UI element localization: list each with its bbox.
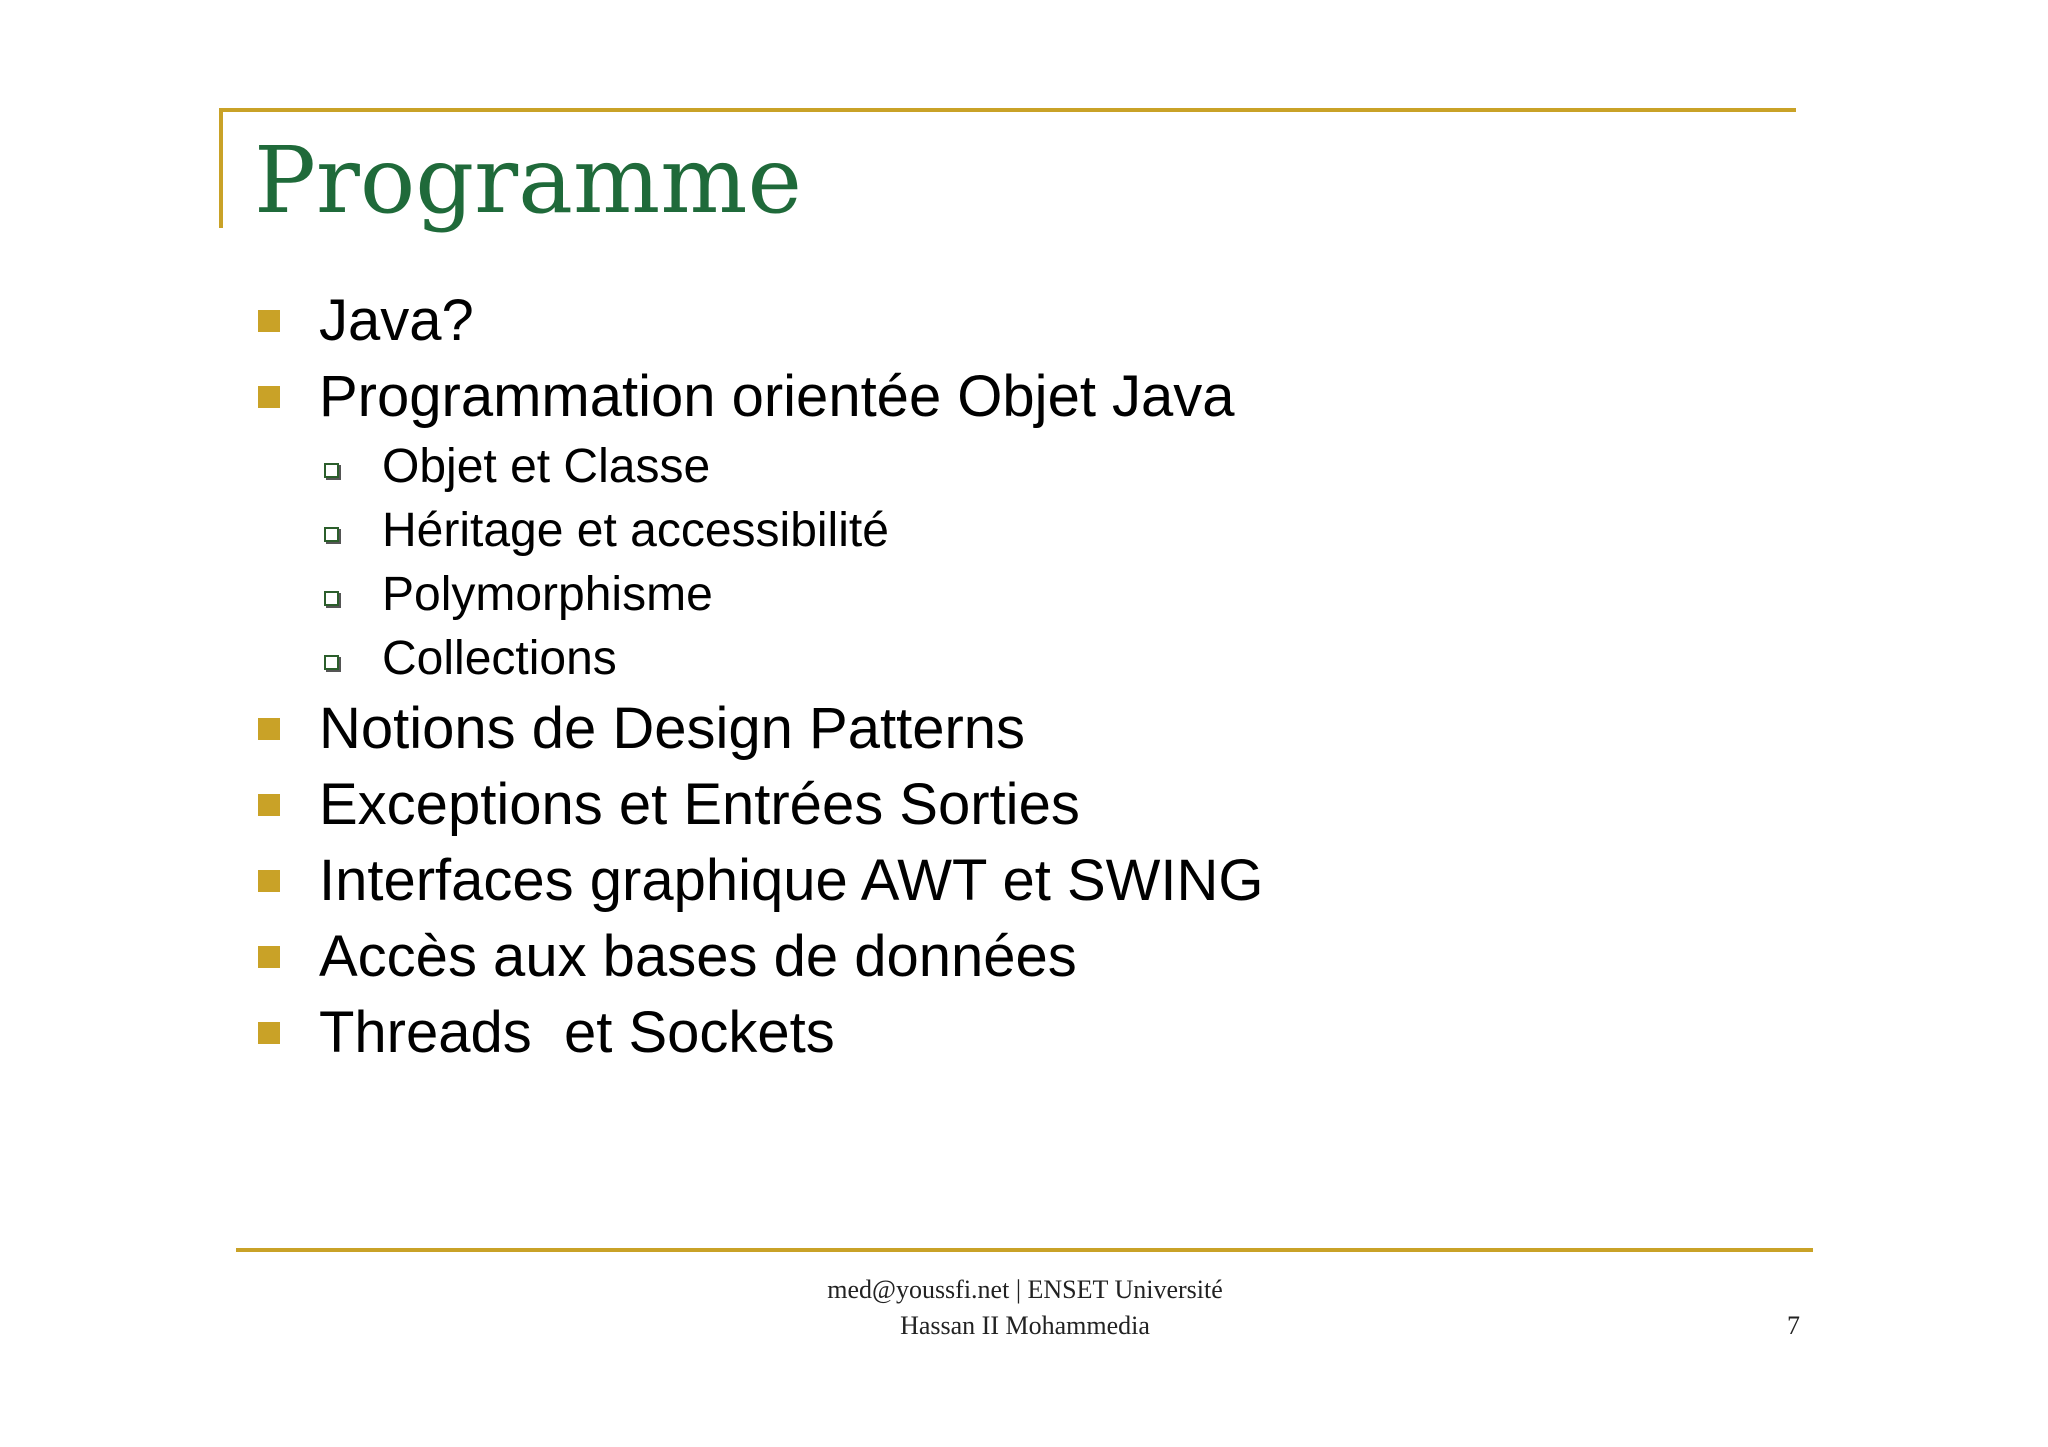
box-bullet-icon: [324, 591, 339, 606]
square-bullet-icon: [258, 870, 280, 892]
bullet-text: Notions de Design Patterns: [319, 696, 1026, 761]
footer: [760, 1272, 1290, 1344]
bullet-item: [254, 359, 1264, 435]
bottom-rule: [236, 1248, 1813, 1252]
sub-bullet-text: Polymorphisme: [382, 568, 713, 621]
bullet-text: Exceptions et Entrées Sorties: [319, 772, 1080, 837]
bullet-item: [254, 767, 1264, 843]
square-bullet-icon: [258, 946, 280, 968]
bullet-text: Interfaces graphique AWT et SWING: [319, 848, 1264, 913]
bullet-text: Java?: [319, 288, 474, 353]
bullet-list: [254, 283, 1264, 1071]
bullet-item: [254, 283, 1264, 359]
sub-bullet-item: [254, 563, 1264, 627]
box-bullet-icon: [324, 655, 339, 670]
left-rule: [219, 108, 223, 228]
page-number: 7: [1787, 1311, 1800, 1340]
sub-bullet-item: [254, 435, 1264, 499]
bullet-item: [254, 691, 1264, 767]
sub-bullet-item: [254, 499, 1264, 563]
square-bullet-icon: [258, 1022, 280, 1044]
box-bullet-icon: [324, 527, 339, 542]
bullet-text: Programmation orientée Objet Java: [319, 364, 1235, 429]
slide-title: Programme: [254, 127, 802, 234]
sub-bullet-text: Collections: [382, 632, 617, 685]
square-bullet-icon: [258, 794, 280, 816]
box-bullet-icon: [324, 463, 339, 478]
sub-bullet-text: Objet et Classe: [382, 440, 711, 493]
sub-bullet-item: [254, 627, 1264, 691]
bullet-text: Threads et Sockets: [319, 1000, 835, 1065]
bullet-item: [254, 995, 1264, 1071]
top-rule: [219, 108, 1796, 112]
footer-line-1: med@youssfi.net | ENSET Université: [827, 1275, 1223, 1304]
bullet-item: [254, 919, 1264, 995]
bullet-item: [254, 843, 1264, 919]
square-bullet-icon: [258, 310, 280, 332]
square-bullet-icon: [258, 718, 280, 740]
square-bullet-icon: [258, 386, 280, 408]
bullet-text: Accès aux bases de données: [319, 924, 1077, 989]
sub-bullet-text: Héritage et accessibilité: [382, 504, 889, 557]
footer-line-2: Hassan II Mohammedia: [900, 1311, 1150, 1340]
